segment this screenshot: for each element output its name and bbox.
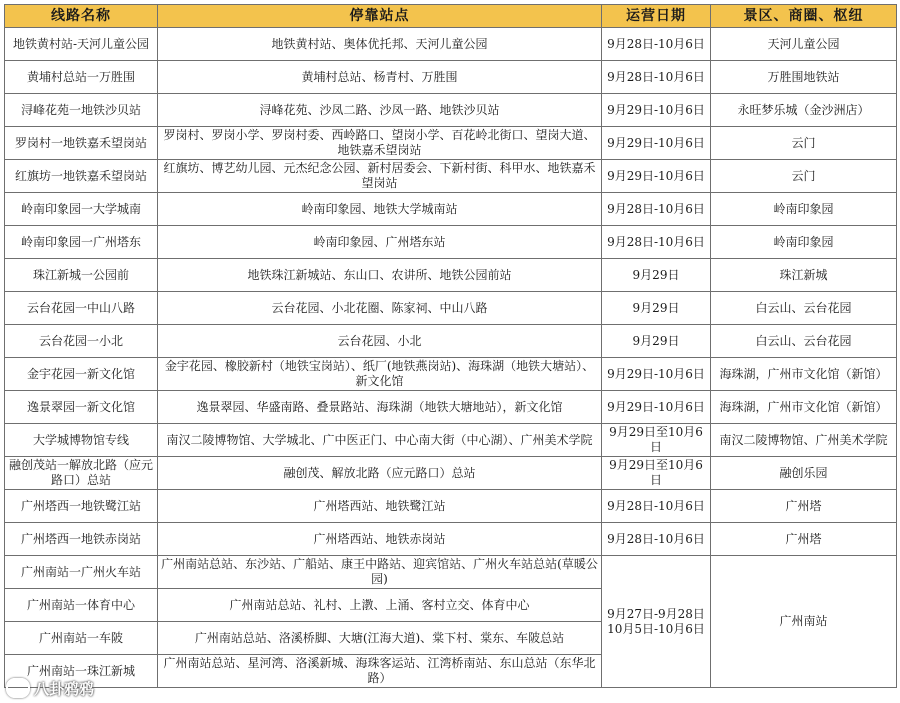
dates-cell: 9月29日-10月6日 xyxy=(602,127,711,160)
stops-cell: 广州南站总站、礼村、上漖、上涌、客村立交、体育中心 xyxy=(158,589,602,622)
area-cell: 融创乐园 xyxy=(711,457,897,490)
route-table xyxy=(4,4,897,688)
dates-cell: 9月29日-10月6日 xyxy=(602,94,711,127)
route-name-cell: 广州南站一广州火车站 xyxy=(5,556,158,589)
area-cell: 白云山、云台花园 xyxy=(711,325,897,358)
route-name-cell: 地铁黄村站-天河儿童公园 xyxy=(5,28,158,61)
route-name-cell: 广州塔西一地铁鹭江站 xyxy=(5,490,158,523)
dates-cell: 9月29日-10月6日 xyxy=(602,358,711,391)
table-row xyxy=(5,358,897,391)
table-row xyxy=(5,325,897,358)
stops-cell: 金宇花园、橡胶新村（地铁宝岗站）、纸厂(地铁燕岗站)、海珠湖（地铁大塘站）、新文化馆 xyxy=(158,358,602,391)
dates-cell: 9月29日 xyxy=(602,259,711,292)
stops-cell: 广州塔西站、地铁鹭江站 xyxy=(158,490,602,523)
table-row xyxy=(5,28,897,61)
route-name-cell: 岭南印象园一广州塔东 xyxy=(5,226,158,259)
area-cell: 云门 xyxy=(711,127,897,160)
watermark-text: 八卦鸦鸦 xyxy=(34,679,95,698)
stops-cell: 浔峰花苑、沙凤二路、沙凤一路、地铁沙贝站 xyxy=(158,94,602,127)
stops-cell: 云台花园、小北花圈、陈家祠、中山八路 xyxy=(158,292,602,325)
table-row xyxy=(5,226,897,259)
stops-cell: 广州南站总站、东沙站、广船站、康王中路站、迎宾馆站、广州火车站总站(草暖公园) xyxy=(158,556,602,589)
table-row xyxy=(5,61,897,94)
route-name-cell: 广州塔西一地铁赤岗站 xyxy=(5,523,158,556)
route-name-cell: 融创茂站一解放北路（应元路口）总站 xyxy=(5,457,158,490)
table-row xyxy=(5,523,897,556)
table-row xyxy=(5,424,897,457)
dates-cell: 9月28日-10月6日 xyxy=(602,193,711,226)
dates-cell: 9月28日-10月6日 xyxy=(602,28,711,61)
table-row xyxy=(5,292,897,325)
route-name-cell: 逸景翠园一新文化馆 xyxy=(5,391,158,424)
stops-cell: 广州南站总站、星河湾、洛溪新城、海珠客运站、江湾桥南站、东山总站（东华北路） xyxy=(158,655,602,688)
table-row xyxy=(5,127,897,160)
table-row xyxy=(5,259,897,292)
table-row xyxy=(5,490,897,523)
stops-cell: 罗岗村、罗岗小学、罗岗村委、西岭路口、望岗小学、百花岭北街口、望岗大道、地铁嘉禾望岗站 xyxy=(158,127,602,160)
merged-dates-cell: 9月27日-9月28日 10月5日-10月6日 xyxy=(602,556,711,688)
area-cell: 南汉二陵博物馆、广州美术学院 xyxy=(711,424,897,457)
table-row xyxy=(5,556,897,589)
route-name-cell: 广州南站一车陂 xyxy=(5,622,158,655)
stops-cell: 融创茂、解放北路（应元路口）总站 xyxy=(158,457,602,490)
area-cell: 万胜围地铁站 xyxy=(711,61,897,94)
watermark-logo-icon xyxy=(6,678,30,698)
area-cell: 永旺梦乐城（金沙洲店） xyxy=(711,94,897,127)
route-name-cell: 罗岗村一地铁嘉禾望岗站 xyxy=(5,127,158,160)
area-cell: 岭南印象园 xyxy=(711,226,897,259)
area-cell: 岭南印象园 xyxy=(711,193,897,226)
dates-cell: 9月28日-10月6日 xyxy=(602,61,711,94)
route-name-cell: 广州南站一珠江新城 xyxy=(5,655,158,688)
stops-cell: 云台花园、小北 xyxy=(158,325,602,358)
area-cell: 广州塔 xyxy=(711,523,897,556)
stops-cell: 红旗坊、博艺幼儿园、元杰纪念公园、新村居委会、下新村街、科甲水、地铁嘉禾望岗站 xyxy=(158,160,602,193)
area-cell: 海珠湖，广州市文化馆（新馆） xyxy=(711,358,897,391)
route-name-cell: 红旗坊一地铁嘉禾望岗站 xyxy=(5,160,158,193)
stops-cell: 广州南站总站、洛溪桥脚、大塘(江海大道)、棠下村、棠东、车陂总站 xyxy=(158,622,602,655)
dates-cell: 9月29日 xyxy=(602,325,711,358)
area-cell: 白云山、云台花园 xyxy=(711,292,897,325)
dates-cell: 9月29日至10月6日 xyxy=(602,457,711,490)
stops-cell: 地铁黄村站、奥体优托邦、天河儿童公园 xyxy=(158,28,602,61)
route-name-cell: 浔峰花苑一地铁沙贝站 xyxy=(5,94,158,127)
stops-cell: 岭南印象园、地铁大学城南站 xyxy=(158,193,602,226)
dates-cell: 9月28日-10月6日 xyxy=(602,490,711,523)
dates-cell: 9月28日-10月6日 xyxy=(602,226,711,259)
route-name-cell: 广州南站一体育中心 xyxy=(5,589,158,622)
stops-cell: 黄埔村总站、杨青村、万胜围 xyxy=(158,61,602,94)
area-cell: 云门 xyxy=(711,160,897,193)
dates-cell: 9月29日-10月6日 xyxy=(602,391,711,424)
stops-cell: 南汉二陵博物馆、大学城北、广中医正门、中心南大街（中心湖）、广州美术学院 xyxy=(158,424,602,457)
table-row xyxy=(5,160,897,193)
table-row xyxy=(5,457,897,490)
table-row xyxy=(5,193,897,226)
route-name-cell: 大学城博物馆专线 xyxy=(5,424,158,457)
route-name-cell: 珠江新城一公园前 xyxy=(5,259,158,292)
dates-cell: 9月29日-10月6日 xyxy=(602,160,711,193)
dates-cell: 9月28日-10月6日 xyxy=(602,523,711,556)
header-route-name: 线路名称 xyxy=(5,5,158,28)
table-row xyxy=(5,391,897,424)
route-name-cell: 黄埔村总站一万胜围 xyxy=(5,61,158,94)
stops-cell: 广州塔西站、地铁赤岗站 xyxy=(158,523,602,556)
stops-cell: 地铁珠江新城站、东山口、农讲所、地铁公园前站 xyxy=(158,259,602,292)
stops-cell: 逸景翠园、华盛南路、叠景路站、海珠湖（地铁大塘地站），新文化馆 xyxy=(158,391,602,424)
area-cell: 广州塔 xyxy=(711,490,897,523)
area-cell: 珠江新城 xyxy=(711,259,897,292)
header-row xyxy=(5,5,897,28)
area-cell: 海珠湖，广州市文化馆（新馆） xyxy=(711,391,897,424)
stops-cell: 岭南印象园、广州塔东站 xyxy=(158,226,602,259)
dates-cell: 9月29日 xyxy=(602,292,711,325)
merged-area-cell: 广州南站 xyxy=(711,556,897,688)
route-name-cell: 岭南印象园一大学城南 xyxy=(5,193,158,226)
route-name-cell: 金宇花园一新文化馆 xyxy=(5,358,158,391)
route-name-cell: 云台花园一小北 xyxy=(5,325,158,358)
watermark xyxy=(6,676,94,700)
header-dates: 运营日期 xyxy=(602,5,711,28)
header-area: 景区、商圈、枢纽 xyxy=(711,5,897,28)
table-row xyxy=(5,94,897,127)
route-name-cell: 云台花园一中山八路 xyxy=(5,292,158,325)
area-cell: 天河儿童公园 xyxy=(711,28,897,61)
dates-cell: 9月29日至10月6日 xyxy=(602,424,711,457)
header-stops: 停靠站点 xyxy=(158,5,602,28)
